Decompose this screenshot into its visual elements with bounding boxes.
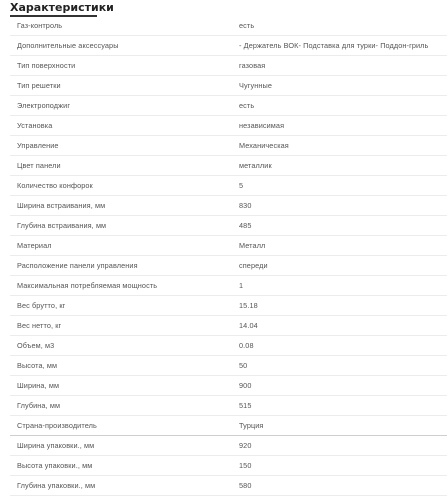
spec-label: Электроподжиг — [17, 101, 71, 110]
spec-value: 485 — [239, 221, 252, 230]
spec-value: спереди — [239, 261, 268, 270]
spec-label: Установка — [17, 121, 53, 130]
spec-label: Материал — [17, 241, 52, 250]
spec-row-panel-color — [10, 156, 447, 176]
spec-value: 830 — [239, 201, 252, 210]
spec-label: Глубина, мм — [17, 401, 61, 410]
spec-row-country — [10, 416, 447, 436]
spec-value: Механическая — [239, 141, 289, 150]
spec-value: 14.04 — [239, 321, 258, 330]
spec-row-cutout-width — [10, 196, 447, 216]
spec-label: Цвет панели — [17, 161, 61, 170]
spec-row-installation — [10, 116, 447, 136]
spec-label: Расположение панели управления — [17, 261, 138, 270]
spec-value: 900 — [239, 381, 252, 390]
spec-value: Чугунные — [239, 81, 272, 90]
spec-label: Ширина, мм — [17, 381, 60, 390]
spec-label: Объем, м3 — [17, 341, 55, 350]
spec-value: 5 — [239, 181, 244, 190]
spec-label: Ширина встраивания, мм — [17, 201, 106, 210]
spec-value: 150 — [239, 461, 252, 470]
specs-table — [10, 16, 447, 496]
spec-label: Количество конфорок — [17, 181, 93, 190]
spec-value: 15.18 — [239, 301, 258, 310]
spec-label: Вес нетто, кг — [17, 321, 62, 330]
spec-label: Страна-производитель — [17, 421, 97, 430]
spec-row-depth — [10, 396, 447, 416]
spec-row-net-weight — [10, 316, 447, 336]
spec-value: Турция — [239, 421, 264, 430]
spec-label: Глубина упаковки., мм — [17, 481, 96, 490]
spec-row-control — [10, 136, 447, 156]
spec-value: 1 — [239, 281, 244, 290]
spec-value: металлик — [239, 161, 272, 170]
spec-row-package-width — [10, 436, 447, 456]
spec-label: Ширина упаковки., мм — [17, 441, 95, 450]
spec-row-volume — [10, 336, 447, 356]
spec-row-panel-location — [10, 256, 447, 276]
spec-label: Тип поверхности — [17, 61, 76, 70]
spec-row-burner-count — [10, 176, 447, 196]
spec-row-package-height — [10, 456, 447, 476]
spec-value: есть — [239, 101, 255, 110]
spec-label: Тип решетки — [17, 81, 61, 90]
spec-row-width — [10, 376, 447, 396]
spec-value: есть — [239, 21, 255, 30]
spec-label: Вес брутто, кг — [17, 301, 66, 310]
spec-row-ignition — [10, 96, 447, 116]
spec-value: 580 — [239, 481, 252, 490]
spec-value: Металл — [239, 241, 266, 250]
spec-row-surface-type — [10, 56, 447, 76]
spec-label: Дополнительные аксессуары — [17, 41, 119, 50]
spec-value: 920 — [239, 441, 252, 450]
spec-label: Газ-контроль — [17, 21, 63, 30]
spec-row-cutout-depth — [10, 216, 447, 236]
spec-label: Высота, мм — [17, 361, 58, 370]
spec-row-grate-type — [10, 76, 447, 96]
spec-row-height — [10, 356, 447, 376]
spec-value: газовая — [239, 61, 266, 70]
spec-value: - Держатель ВОК- Подставка для турки- Поддон-гриль — [239, 41, 429, 50]
spec-label: Высота упаковки., мм — [17, 461, 93, 470]
spec-row-gas-control — [10, 16, 447, 36]
spec-row-accessories — [10, 36, 447, 56]
section-title: Характеристики — [10, 1, 114, 14]
spec-value: 0.08 — [239, 341, 254, 350]
spec-value: 515 — [239, 401, 252, 410]
spec-row-material — [10, 236, 447, 256]
spec-row-max-power — [10, 276, 447, 296]
spec-label: Максимальная потребляемая мощность — [17, 281, 158, 290]
spec-label: Глубина встраивания, мм — [17, 221, 107, 230]
spec-row-gross-weight — [10, 296, 447, 316]
spec-label: Управление — [17, 141, 59, 150]
spec-value: 50 — [239, 361, 248, 370]
spec-row-package-depth — [10, 476, 447, 496]
spec-value: независимая — [239, 121, 285, 130]
